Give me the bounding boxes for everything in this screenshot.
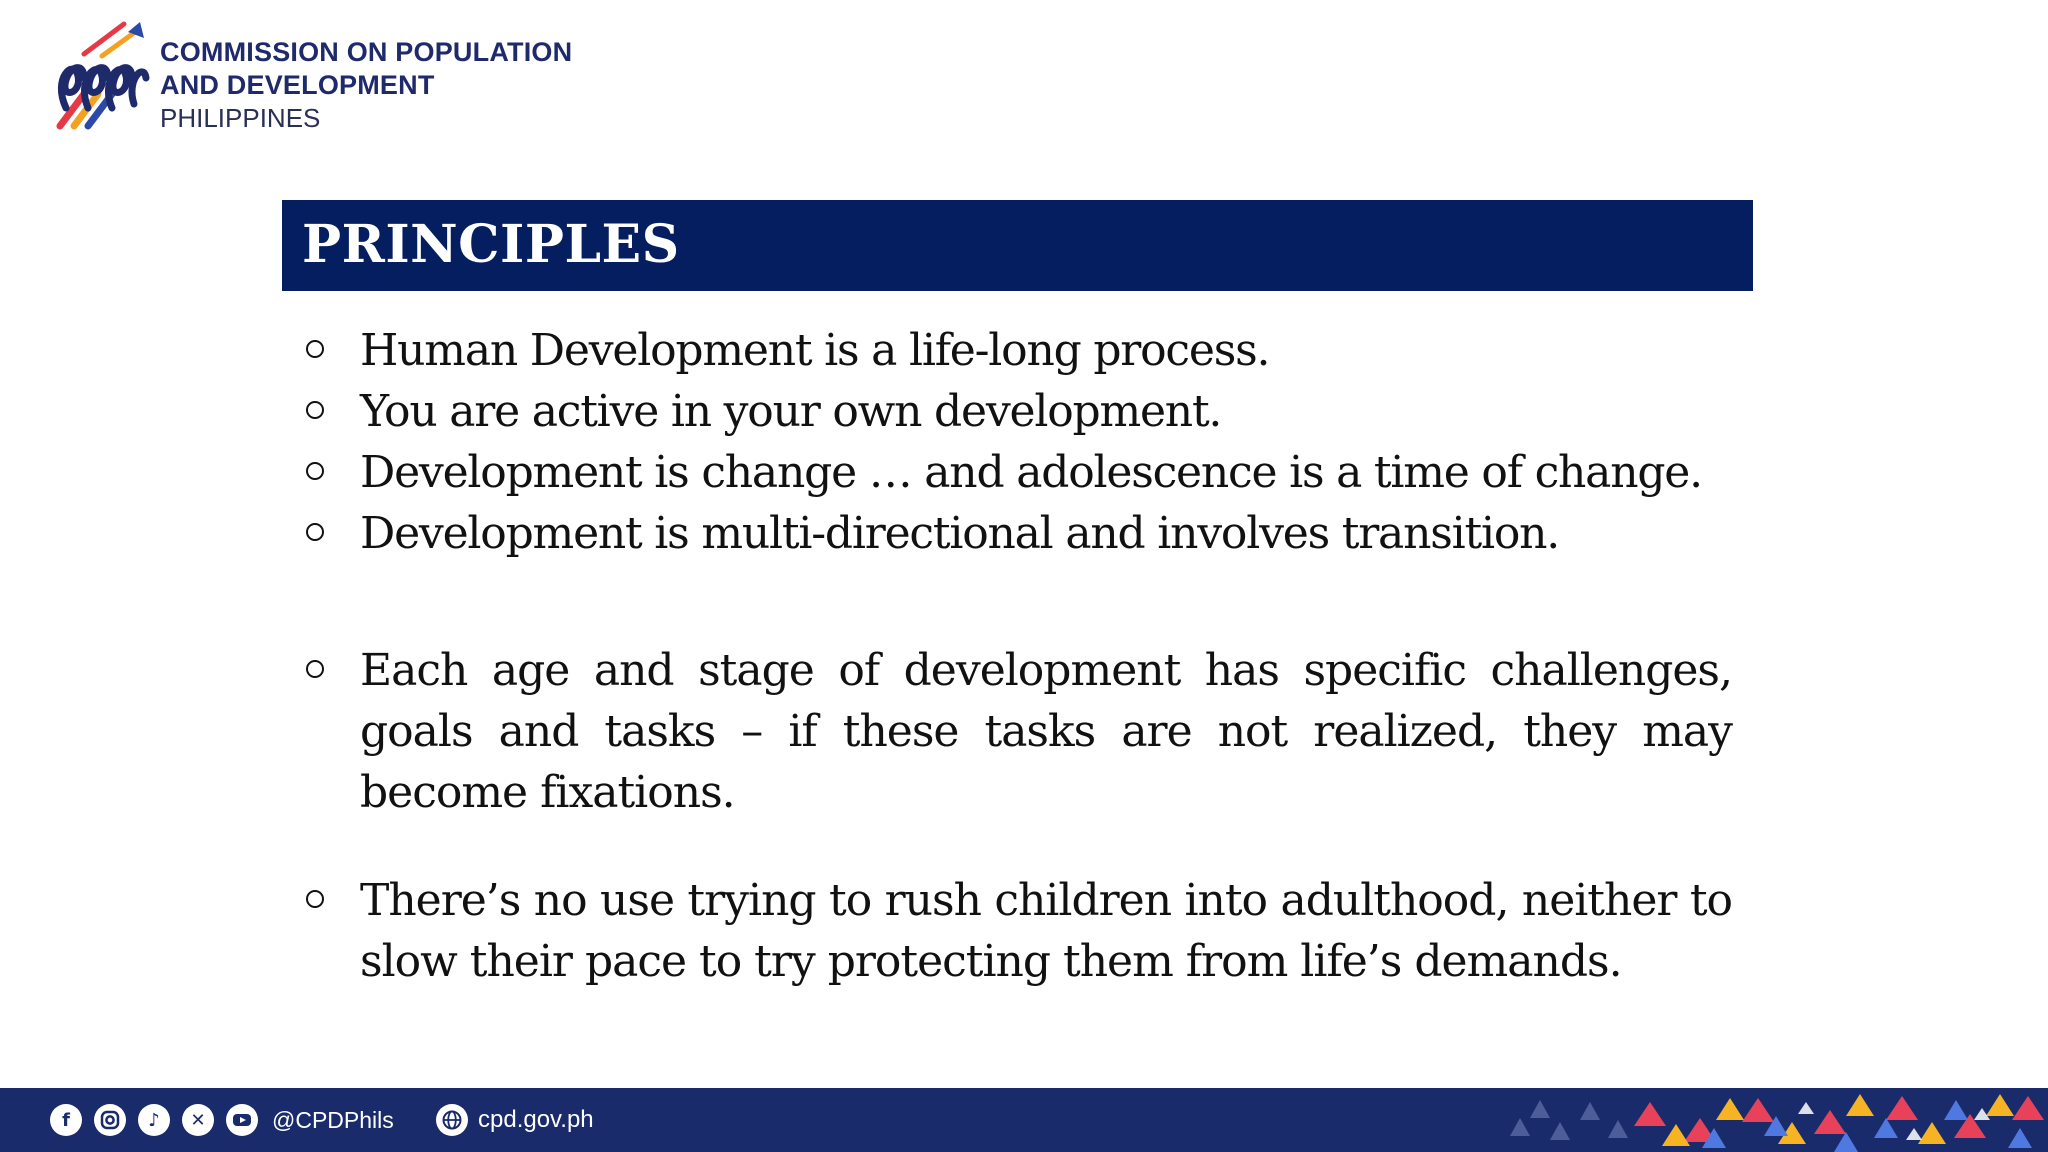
facebook-icon[interactable]: f bbox=[50, 1104, 82, 1136]
cpd-logo bbox=[54, 18, 594, 134]
logo-line-3: PHILIPPINES bbox=[160, 103, 321, 133]
website-link[interactable] bbox=[436, 1102, 594, 1138]
bullet-circle-icon bbox=[306, 401, 324, 419]
decorative-pattern bbox=[1500, 1088, 2048, 1152]
bullet-text: You are active in your own development. bbox=[360, 386, 1222, 437]
bullet-text: There’s no use trying to rush children into adulthood, neither to slow their pace to try protecting them from life’s demands. bbox=[360, 875, 1732, 987]
globe-icon bbox=[436, 1104, 468, 1136]
logo-line-1: COMMISSION ON POPULATION bbox=[160, 37, 573, 67]
bullet-circle-icon bbox=[306, 890, 324, 908]
bullet-circle-icon bbox=[306, 340, 324, 358]
logo-line-2: AND DEVELOPMENT bbox=[160, 70, 435, 100]
slide-title: PRINCIPLES bbox=[302, 214, 680, 275]
bullet-circle-icon bbox=[306, 660, 324, 678]
website-url[interactable]: cpd.gov.ph bbox=[478, 1106, 594, 1133]
tiktok-icon[interactable]: ♪ bbox=[138, 1104, 170, 1136]
x-icon[interactable]: ✕ bbox=[182, 1104, 214, 1136]
cpd-logo-icon bbox=[54, 18, 154, 134]
bullet-circle-icon bbox=[306, 523, 324, 541]
logo-text bbox=[160, 36, 572, 135]
social-handle[interactable]: @CPDPhils bbox=[272, 1106, 394, 1133]
youtube-icon[interactable] bbox=[226, 1104, 258, 1136]
bullet-text: Human Development is a life-long process. bbox=[360, 325, 1270, 376]
bullet-text: Development is multi-directional and involves transition. bbox=[360, 508, 1560, 559]
bullet-text: Development is change … and adolescence is a time of change. bbox=[360, 447, 1702, 498]
instagram-icon[interactable] bbox=[94, 1104, 126, 1136]
footer-bar bbox=[0, 1088, 2048, 1152]
title-bar bbox=[282, 200, 1753, 291]
bullet-text: Each age and stage of development has specific challenges, goals and tasks – if these tasks are not realized, they may become fixations. bbox=[360, 645, 1732, 818]
bullet-circle-icon bbox=[306, 462, 324, 480]
social-links bbox=[50, 1102, 394, 1138]
